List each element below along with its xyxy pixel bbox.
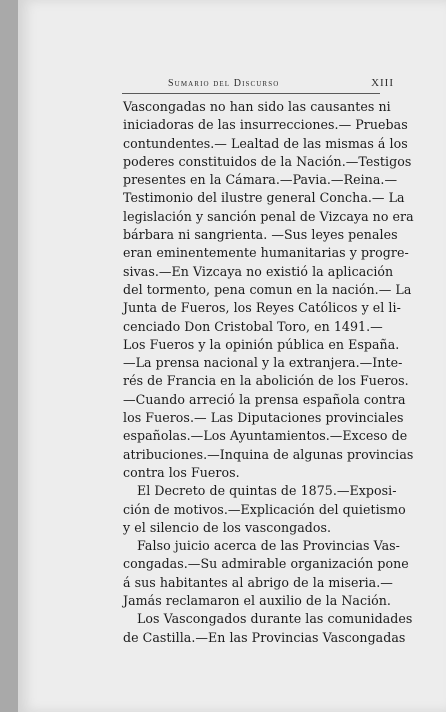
text-line: presentes en la Cámara.—Pavia.—Reina.— xyxy=(123,172,398,188)
book-page xyxy=(18,0,446,712)
text-line: Los Fueros y la opinión pública en España. xyxy=(123,336,400,352)
text-line: legislación y sanción penal de Vizcaya no era xyxy=(123,208,414,224)
text-line: rés de Francia en la abolición de los Fueros. xyxy=(123,373,409,389)
text-line: poderes constituidos de la Nación.—Testigos xyxy=(123,153,412,169)
header-rule xyxy=(122,93,380,94)
text-line: Falso juicio acerca de las Provincias Vas- xyxy=(137,538,400,554)
text-line: sivas.—En Vizcaya no existió la aplicación xyxy=(123,263,394,279)
header-title: Sumario del Discurso xyxy=(168,78,280,89)
text-line: españolas.—Los Ayuntamientos.—Exceso de xyxy=(123,428,408,444)
text-line: de Castilla.—En las Provincias Vascongadas xyxy=(123,629,406,645)
text-line: Jamás reclamaron el auxilio de la Nación. xyxy=(123,593,391,609)
text-line: contundentes.— Lealtad de las mismas á los xyxy=(123,135,408,151)
text-line: —Cuando arreció la prensa española contra xyxy=(123,391,406,407)
text-line: á sus habitantes al abrigo de la miseria.— xyxy=(123,574,393,590)
text-line: y el silencio de los vascongados. xyxy=(123,519,332,535)
text-line: atribuciones.—Inquina de algunas provincias xyxy=(123,446,414,462)
text-line: Junta de Fueros, los Reyes Católicos y el li- xyxy=(123,300,401,316)
text-line: Vascongadas no han sido las causantes ni xyxy=(123,99,391,114)
text-line: congadas.—Su admirable organización pone xyxy=(123,556,409,572)
page-number: XIII xyxy=(371,77,394,89)
running-header xyxy=(106,78,394,92)
text-line: cenciado Don Cristobal Toro, en 1491.— xyxy=(123,318,383,334)
text-line: del tormento, pena comun en la nación.— La xyxy=(123,281,412,297)
text-line: —La prensa nacional y la extranjera.—Inte- xyxy=(123,355,403,371)
text-line: eran eminentemente humanitarias y progre- xyxy=(123,245,409,261)
text-line: El Decreto de quintas de 1875.—Exposi- xyxy=(137,483,397,499)
text-line: ción de motivos.—Explicación del quietismo xyxy=(123,501,406,517)
text-line: Los Vascongados durante las comunidades xyxy=(137,611,413,627)
text-line: contra los Fueros. xyxy=(123,464,240,480)
text-line: Testimonio del ilustre general Concha.— La xyxy=(123,190,405,206)
text-line: iniciadoras de las insurrecciones.— Pruebas xyxy=(123,117,408,133)
summary-text xyxy=(123,98,414,647)
text-line: bárbara ni sangrienta. —Sus leyes penales xyxy=(123,227,398,243)
text-line: los Fueros.— Las Diputaciones provinciales xyxy=(123,410,404,426)
